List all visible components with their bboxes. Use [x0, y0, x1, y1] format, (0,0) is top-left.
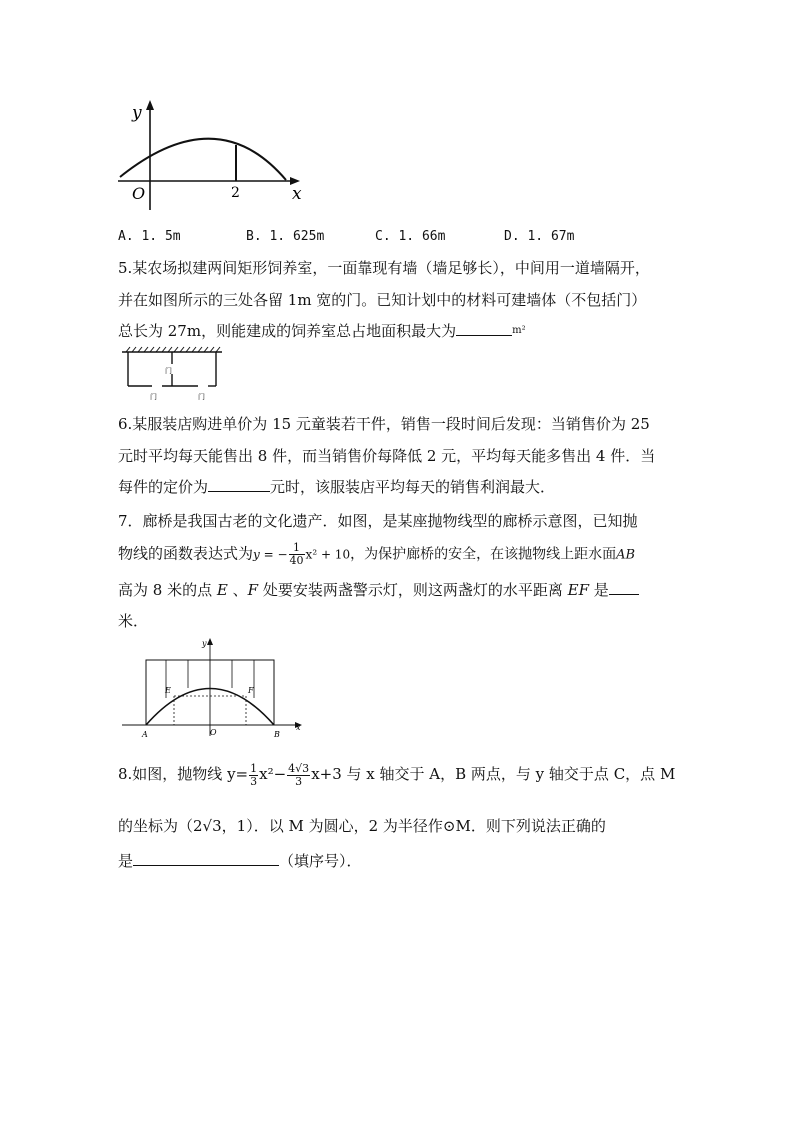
q7-line-1: 7．廊桥是我国古老的文化遗产．如图，是某座抛物线型的廊桥示意图，已知抛 — [118, 512, 638, 530]
q6-text-a: 每件的定价为 — [118, 478, 209, 496]
tick-label: 2 — [231, 185, 240, 201]
q7-answer-blank[interactable] — [609, 580, 639, 595]
q6-line-3 — [118, 477, 555, 497]
bridge-point-b: B — [274, 730, 280, 739]
q7-frac-num: 1 — [289, 542, 305, 555]
q8-f1-den: 3 — [250, 774, 258, 788]
q7-ef: EF — [567, 581, 589, 599]
q7-ab: AB — [616, 547, 636, 563]
q7-fraction — [289, 542, 305, 567]
parabola-figure — [114, 98, 314, 214]
q7-point-f: F — [247, 581, 259, 599]
q6-line-1: 6.某服装店购进单价为 15 元童装若干件，销售一段时间后发现：当销售价为 25 — [118, 415, 650, 433]
q8-line-2: 的坐标为（2√3，1）．以 M 为圆心，2 为半径作⊙M．则下列说法正确的 — [118, 817, 606, 835]
q7-point-e: E — [216, 581, 228, 599]
q7-text-b: ，为保护廊桥的安全，在该抛物线上距水面 — [350, 546, 617, 563]
q7-formula-y: y = − — [253, 547, 288, 562]
bridge-point-f: F — [248, 686, 254, 695]
parabola-curve — [120, 139, 286, 180]
q7-sep: 、 — [232, 581, 248, 599]
q5-text: 总长为 27m，则能建成的饲养室总占地面积最大为 — [118, 322, 457, 340]
q8-fraction-2 — [287, 763, 310, 788]
q7-text-a: 物线的函数表达式为 — [118, 544, 254, 563]
q8-answer-blank[interactable] — [133, 851, 279, 866]
origin-label: O — [132, 184, 146, 203]
q8-f2-num: 4√3 — [288, 761, 310, 775]
q8-text-d: （填序号）． — [279, 852, 362, 870]
enclosure-walls — [128, 352, 216, 386]
bridge-point-e: E — [165, 686, 171, 695]
q8-f2-den: 3 — [295, 774, 303, 788]
bridge-origin-label: O — [210, 728, 217, 737]
bridge-x-label: x — [296, 723, 301, 732]
bridge-y-label: y — [202, 639, 207, 648]
q7-line-3 — [118, 580, 639, 600]
q8-line-1 — [118, 760, 675, 788]
x-label: x — [292, 184, 302, 204]
choice-a: A. 1. 5m — [118, 229, 181, 244]
q6-text-b: 元时，该服装店平均每天的销售利润最大． — [270, 478, 556, 496]
q8-fraction-1 — [249, 763, 258, 788]
q5-line-2: 并在如图所示的三处各留 1m 宽的门。已知计划中的材料可建墙体（不包括门） — [118, 291, 647, 309]
q5-answer-blank[interactable] — [456, 321, 512, 336]
choice-c: C. 1. 66m — [375, 229, 446, 244]
door-label-left: 门 — [150, 393, 157, 401]
q5-unit: m² — [512, 325, 526, 336]
q6-line-2: 元时平均每天能售出 8 件，而当销售价每降低 2 元，平均每天能多售出 4 件．当 — [118, 447, 656, 465]
q8-mid: x²− — [259, 765, 287, 783]
q8-f1-num: 1 — [250, 761, 258, 775]
q8-text-a: 8.如图，抛物线 y= — [118, 765, 249, 783]
q8-text-b: x+3 与 x 轴交于 A，B 两点，与 y 轴交于点 C，点 M — [311, 765, 676, 783]
choice-d: D. 1. 67m — [504, 229, 575, 244]
q8-line-3 — [118, 851, 362, 871]
wall-hatch — [126, 347, 220, 352]
y-axis-arrow — [146, 100, 154, 110]
q7-text-e: 是 — [593, 581, 609, 599]
door-label-middle: 门 — [165, 367, 172, 375]
door-label-right: 门 — [198, 393, 205, 401]
bridge-point-a: A — [142, 730, 148, 739]
q5-line-1: 5.某农场拟建两间矩形饲养室，一面靠现有墙（墙足够长），中间用一道墙隔开， — [118, 259, 650, 277]
q8-text-c: 是 — [118, 852, 134, 870]
enclosure-figure — [122, 346, 226, 404]
y-axis-arrow — [207, 638, 213, 645]
choice-b: B. 1. 625m — [246, 229, 325, 244]
q7-formula-rest: x² + 10 — [305, 547, 351, 562]
q7-text-c: 高为 8 米的点 — [118, 581, 213, 599]
q7-frac-den: 40 — [289, 554, 304, 567]
q5-line-3 — [118, 321, 526, 341]
q7-text-d: 处要安装两盏警示灯，则这两盏灯的水平距离 — [262, 581, 563, 599]
y-label: y — [132, 103, 142, 123]
q7-line-4: 米． — [118, 612, 149, 630]
q7-line-2 — [118, 542, 635, 567]
q6-answer-blank[interactable] — [208, 477, 270, 492]
bridge-figure — [118, 636, 308, 742]
